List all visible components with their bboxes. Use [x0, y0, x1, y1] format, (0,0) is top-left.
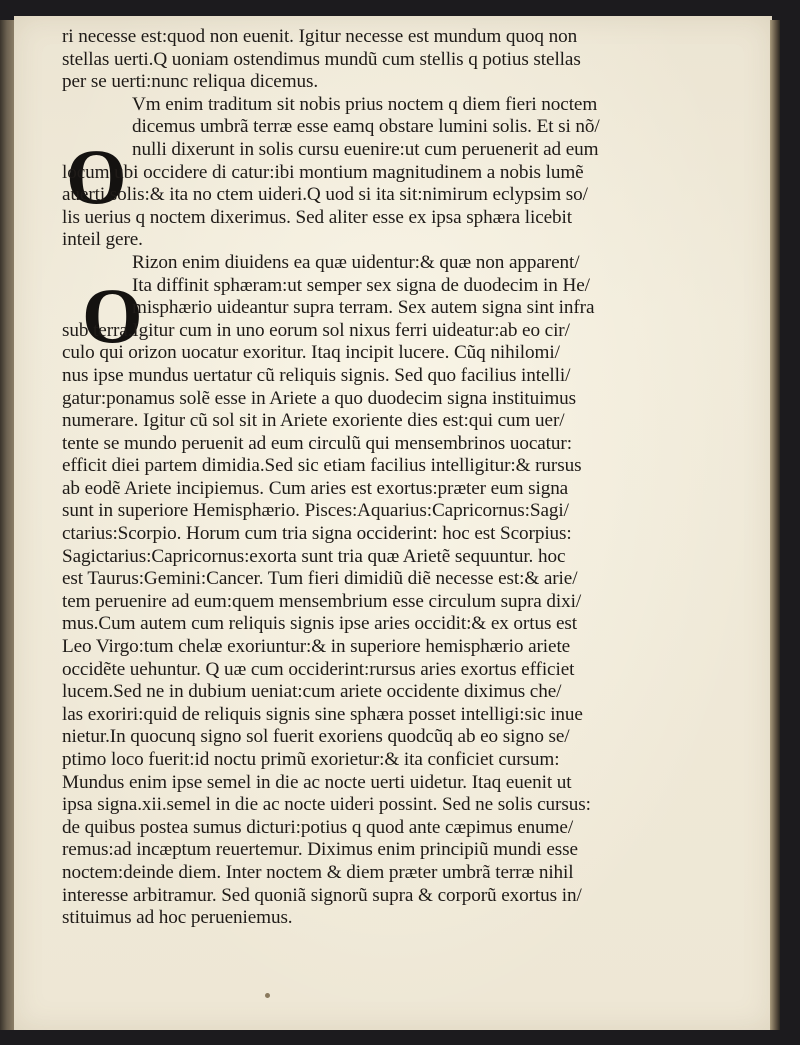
text-line: stellas uerti.Q uoniam ostendimus mundũ cum stellis q potius stellas: [62, 48, 581, 70]
drop-cap-second: O: [82, 272, 143, 359]
text-line: gatur:ponamus solẽ esse in Ariete a quo duodecim signa instituimus: [62, 387, 577, 409]
text-line: auerti solis:& ita no ctem uideri.Q uod si ita sit:nimirum eclypsim so/: [62, 184, 588, 206]
left-binding-edge: [0, 20, 14, 1030]
text-line: occidẽte uehuntur. Q uæ cum occiderint:rursus aries exortus efficiet: [62, 658, 575, 680]
text-line: lis uerius q noctem dixerimus. Sed aliter esse ex ipsa sphæra licebit: [62, 206, 572, 228]
text-line: dicemus umbrã terræ esse eamq obstare lumini solis. Et si nõ/: [132, 116, 600, 138]
text-line: locum ubi occidere di catur:ibi montium magnitudinem a nobis lumẽ: [62, 161, 584, 183]
text-line: inteil gere.: [62, 229, 143, 251]
text-line: per se uerti:nunc reliqua dicemus.: [62, 71, 319, 93]
text-line: remus:ad incæptum reuertemur. Diximus enim principiũ mundi esse: [62, 839, 578, 861]
text-line: misphærio uideantur supra terram. Sex autem signa sint infra: [132, 297, 595, 319]
text-line: ipsa signa.xii.semel in die ac nocte uideri possint. Sed ne solis cursus:: [62, 794, 591, 816]
drop-cap-first: O: [66, 133, 127, 220]
text-line: culo qui orizon uocatur exoritur. Itaq incipit lucere. Cũq nihilomi/: [62, 342, 560, 364]
text-line: lucem.Sed ne in dubium ueniat:cum ariete occidente diximus che/: [62, 681, 562, 703]
text-line: ptimo loco fuerit:id noctu primũ exorietur:& ita conficiet cursum:: [62, 749, 560, 770]
text-line: est Taurus:Gemini:Cancer. Tum fieri dimidiũ diẽ necesse est:& arie/: [62, 568, 578, 590]
text-line: numerare. Igitur cũ sol sit in Ariete exoriente dies est:qui cum uer/: [62, 410, 565, 432]
right-page-edge: [770, 20, 780, 1030]
body-text: [62, 26, 702, 930]
text-line: Rizon enim diuidens ea quæ uidentur:& quæ non apparent/: [132, 251, 580, 273]
text-line: Sagictarius:Capricornus:exorta sunt tria quæ Arietẽ sequuntur. hoc: [62, 545, 566, 567]
text-line: tente se mundo peruenit ad eum circulũ qui mensembrinos uocatur:: [62, 432, 572, 454]
text-line: efficit diei partem dimidia.Sed sic etiam facilius intelligitur:& rursus: [62, 455, 582, 477]
text-line: ab eodẽ Ariete incipiemus. Cum aries est exortus:præter eum signa: [62, 477, 569, 499]
text-line: mus.Cum autem cum reliquis signis ipse aries occidit:& ex ortus est: [62, 613, 578, 635]
text-line: Mundus enim ipse semel in die ac nocte uerti uidetur. Itaq euenit ut: [62, 771, 572, 793]
text-line: nietur.In quocunq signo sol fuerit exoriens quodcũq ab eo signo se/: [62, 726, 570, 748]
text-line: Vm enim traditum sit nobis prius noctem q diem fieri noctem: [132, 93, 598, 115]
text-line: nus ipse mundus uertatur cũ reliquis signis. Sed quo facilius intelli/: [62, 364, 571, 386]
text-line: ri necesse est:quod non euenit. Igitur necesse est mundum quoq non: [62, 26, 578, 47]
text-line: stituimus ad hoc perueniemus.: [62, 907, 293, 929]
text-line: las exoriri:quid de reliquis signis sine sphæra posset intelligi:sic inue: [62, 703, 583, 725]
text-line: de quibus postea sumus dicturi:potius q quod ante cæpimus enume/: [62, 816, 574, 838]
text-line: sunt in superiore Hemisphærio. Pisces:Aquarius:Capricornus:Sagi/: [62, 500, 569, 522]
text-line: nulli dixerunt in solis cursu euenire:ut cum peruenerit ad eum: [132, 138, 599, 160]
text-line: Leo Virgo:tum chelæ exoriuntur:& in superiore hemisphærio ariete: [62, 636, 571, 658]
text-line: ctarius:Scorpio. Horum cum tria signa occiderint: hoc est Scorpius:: [62, 523, 572, 545]
text-line: noctem:deinde diem. Inter noctem & diem præter umbrã terræ nihil: [62, 861, 574, 883]
text-line: interesse arbitramur. Sed quoniã signorũ supra & corporũ exortus in/: [62, 884, 582, 906]
ink-speck: [265, 993, 270, 998]
text-line: sub terra.Igitur cum in uno eorum sol nixus ferri uideatur:ab eo cir/: [62, 319, 570, 341]
text-line: tem peruenire ad eum:quem mensembrium esse circulum supra dixi/: [62, 590, 582, 612]
text-line: Ita diffinit sphæram:ut semper sex signa de duodecim in He/: [132, 274, 590, 296]
